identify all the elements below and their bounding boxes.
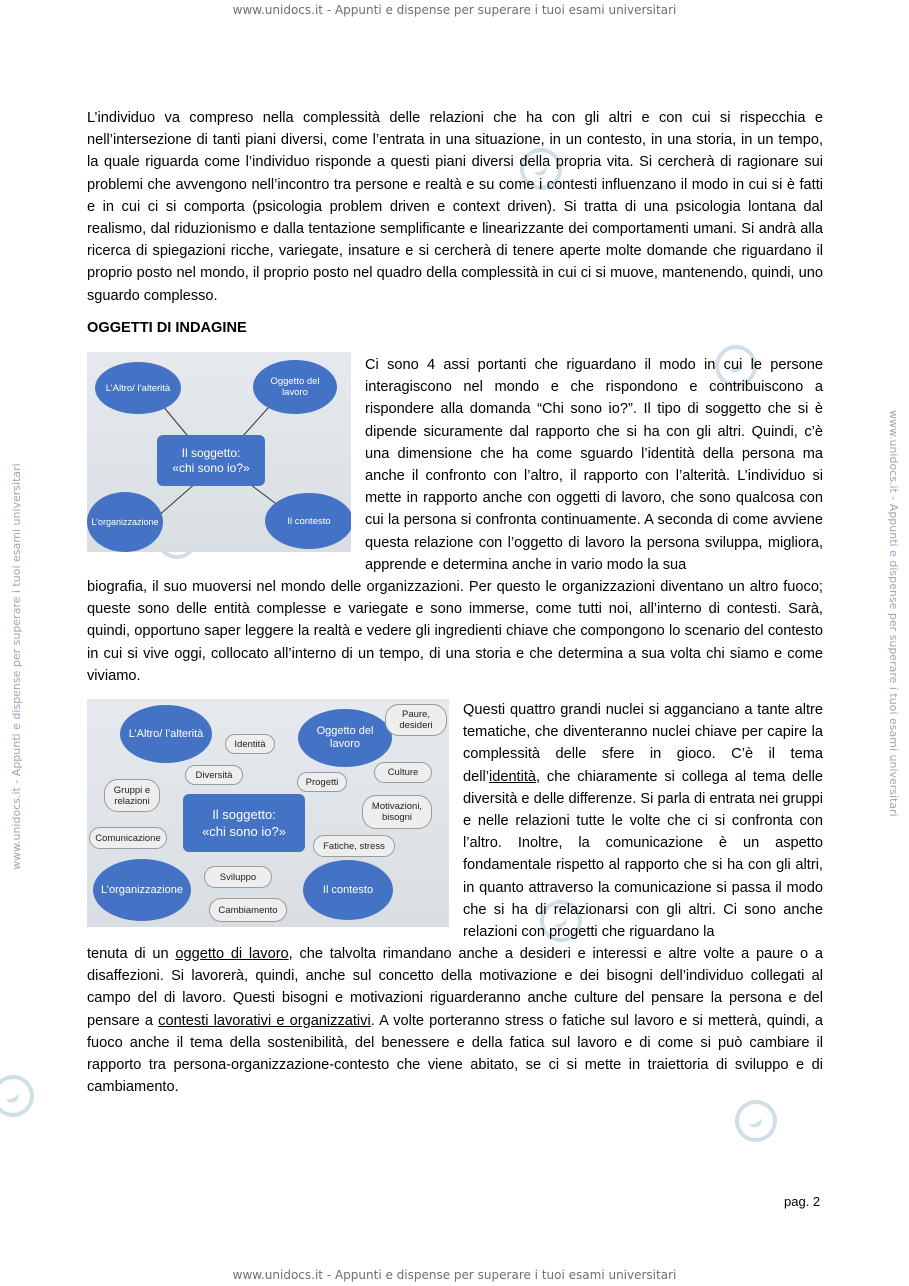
node-organizzazione: L’organizzazione xyxy=(87,492,163,552)
node-contesto: Il contesto xyxy=(265,493,351,549)
tag-identita: Identità xyxy=(225,734,275,754)
paragraph-2-wrap: Ci sono 4 assi portanti che riguardano il modo in cui le persone interagiscono nel mondo e che rispondono e contribuiscono a rispondere alla domanda “Chi sono io?”. Il tipo di soggetto che si è dipende sicuramente dal rapporto che si ha con gli altri. Quindi, c’è una dimensione che ha come sguardo l’identità della persona ma anche il confronto con l’altro, il rapporto con l’alterità. L’individuo si mette in rapporto anche con oggetti di lavoro, che sono qualcosa con cui la persona si confronta continuamente. A seconda di come avviene questa relazione con l’oggetto di lavoro la persona sviluppa, migliora, apprende e determina anche in vario modo la sua xyxy=(365,357,823,573)
paragraph-3-text-a: Questi quattro grandi nuclei si agganciano a tante altre tematiche, che diventeranno nuclei chiave per capire la complessità delle sfere in gioco. C’è il tema dell’ xyxy=(463,702,823,785)
node-oggetto-lavoro: Oggetto del lavoro xyxy=(253,360,337,414)
paragraph-3-text-c: tenuta di un xyxy=(87,946,176,962)
node-soggetto: Il soggetto: «chi sono io?» xyxy=(183,794,305,852)
node-oggetto-lavoro: Oggetto del lavoro xyxy=(298,709,392,767)
contesti-lavorativi-link[interactable]: contesti lavorativi e organizzativi xyxy=(158,1012,371,1029)
tag-gruppi-relazioni: Gruppi e relazioni xyxy=(104,779,160,812)
paragraph-3-text-b: , che chiaramente si collega al tema delle diversità e delle differenze. Si parla di entrata nei gruppi e nelle relazioni tutte le volte che ci si confronta con l’altro. Inoltre, la comunicazione è un aspetto fondamentale rispetto al rapporto che si ha con gli altri, in quanto attraverso la comunicazione si passa il modo che si ha di relazionarsi con gli altri. Ci sono anche relazioni con progetti che riguardano la xyxy=(463,768,823,941)
tag-sviluppo: Sviluppo xyxy=(204,866,272,888)
diagram-themes xyxy=(87,699,449,927)
paragraph-3-continued xyxy=(87,943,823,1098)
tag-diversita: Diversità xyxy=(185,765,243,785)
paragraph-2-continued: biografia, il suo muoversi nel mondo delle organizzazioni. Per questo le organizzazioni diventano un altro fuoco; queste sono delle entità complesse e variegate e sono immerse, come tutti noi, all’interno di contesti. Sarà, quindi, opportuno saper leggere la realtà e vedere gli ingredienti chiave che compongono lo scenario del contesto in cui si vive oggi, collocato all’interno di un tempo, di una storia e che determina a sua volta chi siamo e come viviamo. xyxy=(87,579,823,684)
intro-paragraph: L’individuo va compreso nella complessità delle relazioni che ha con gli altri e con cui si rispecchia e nell’intersezione di tanti piani diversi, come l’entrata in una situazione, in un contesto, in una storia, in un tempo, la quale riguarda come l’individuo risponde a questi piani diversi della propria vita. Si cercherà di ragionare sui problemi che avvengono nell’incontro tra persone e realtà e su come i contesti influenzano il modo in cui si è fatti e in cui ci si comporta (psicologia problem driven e context driven). Si tratta di una psicologia lontana dal realismo, dal riduzionismo e dalla tentazione semplificante e linearizzante dei comportamenti umani. Si andrà alla ricerca di spiegazioni ricche, variegate, insature e si cercherà di tenere aperte molte domande che riguardano il proprio posto nel mondo, il proprio posto nel quadro della complessità in cui ci si muove, mantenendo, quindi, uno sguardo complesso. xyxy=(87,110,823,304)
tag-progetti: Progetti xyxy=(297,772,347,792)
unidocs-logo-icon xyxy=(0,1068,41,1124)
tag-cambiamento: Cambiamento xyxy=(209,898,287,922)
node-soggetto: Il soggetto: «chi sono io?» xyxy=(157,435,265,486)
page-number: pag. 2 xyxy=(784,1194,821,1209)
node-organizzazione: L’organizzazione xyxy=(93,859,191,921)
tag-motivazioni-bisogni: Motivazioni, bisogni xyxy=(362,795,432,829)
paragraph-3-text-d: , che talvolta rimandano anche a desideri e interessi e altre volte a paure o a disaffezioni. Si lavorerà, quindi, anche sul concetto della motivazione e dei bisogni dell’individuo collegati al campo del di lavoro. Questi bisogni e motivazioni riguarderanno anche culture del pensare la persona e del pensare a xyxy=(87,946,823,1029)
footer-watermark: www.unidocs.it - Appunti e dispense per superare i tuoi esami universitari xyxy=(232,1268,677,1282)
node-contesto: Il contesto xyxy=(303,860,393,920)
node-altro: L’Altro/ l’alterità xyxy=(95,362,181,414)
paragraph-3-wrap xyxy=(463,699,823,943)
unidocs-logo-icon xyxy=(728,1093,784,1149)
paragraph-3-text-e: . A volte porteranno stress o fatiche sul lavoro e si metterà, quindi, a fuoco anche il tema della sostenibilità, del benessere e della fatica sul lavoro e di come si può cambiare il rapporto tra persona-organizzazione-contesto che viene abitato, se ci si mette in traiettoria di sviluppo e di cambiamento. xyxy=(87,1012,823,1096)
section-heading: OGGETTI DI INDAGINE xyxy=(87,320,247,336)
tag-comunicazione: Comunicazione xyxy=(89,827,167,849)
header-watermark: www.unidocs.it - Appunti e dispense per superare i tuoi esami universitari xyxy=(232,3,677,17)
tag-culture: Culture xyxy=(374,762,432,783)
node-altro: L’Altro/ l’alterità xyxy=(120,705,212,763)
diagram-four-axes xyxy=(87,352,351,552)
left-side-watermark: www.unidocs.it - Appunti e dispense per superare i tuoi esami universitari xyxy=(10,463,23,870)
identita-link[interactable]: identità xyxy=(488,768,537,785)
oggetto-di-lavoro-link[interactable]: oggetto di lavoro xyxy=(175,946,289,962)
right-side-watermark: www.unidocs.it - Appunti e dispense per superare i tuoi esami universitari xyxy=(887,410,900,817)
tag-fatiche-stress: Fatiche, stress xyxy=(313,835,395,857)
tag-paure-desideri: Paure, desideri xyxy=(385,704,447,736)
